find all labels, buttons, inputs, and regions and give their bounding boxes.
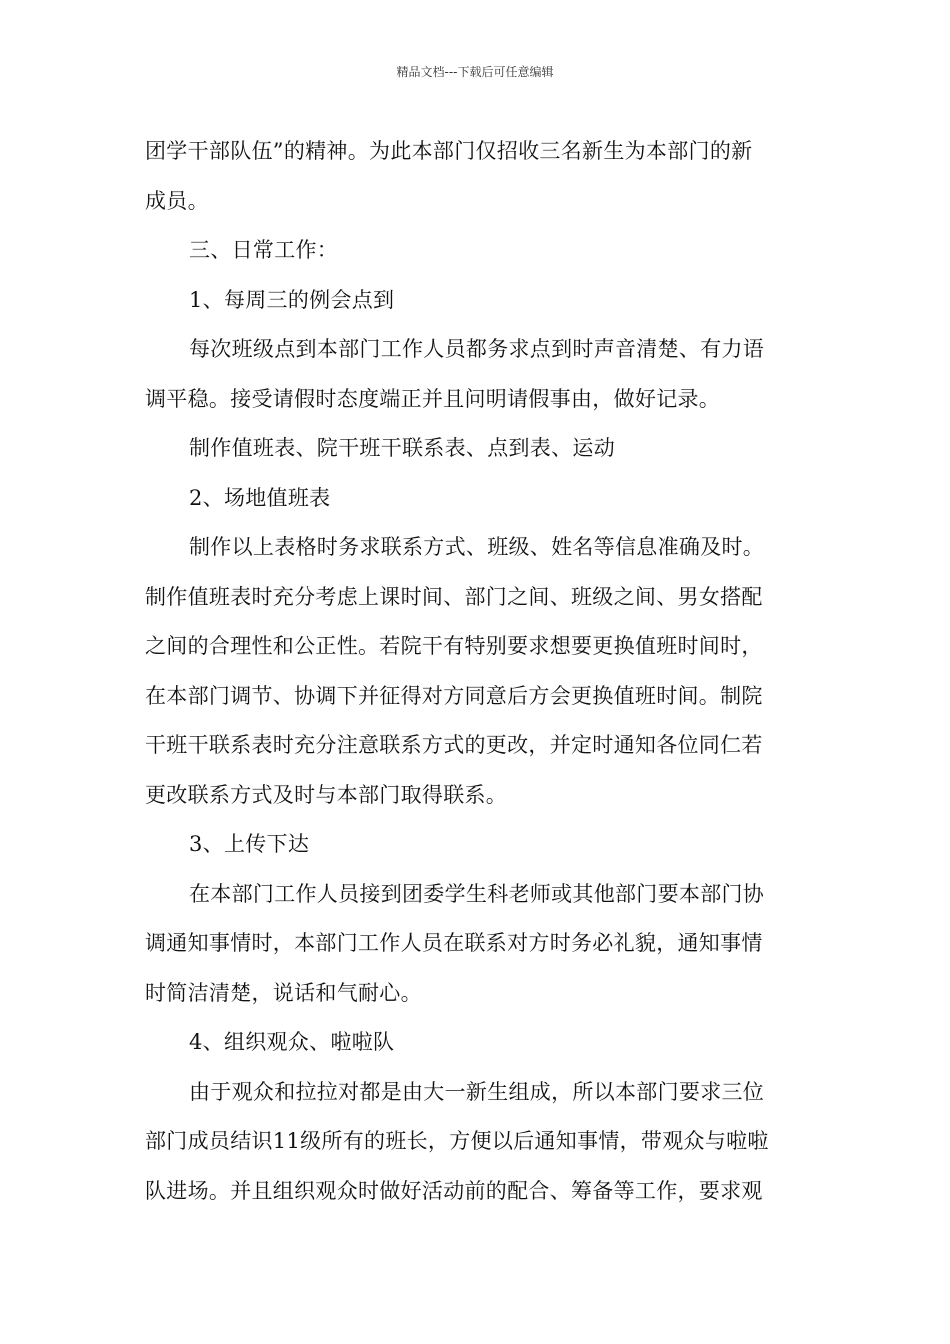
text-line: 制作以上表格时务求联系方式、班级、姓名等信息准确及时。 — [189, 535, 765, 559]
text-line: 制作值班表、院干班干联系表、点到表、运动 — [189, 436, 615, 460]
text-line: 时简洁清楚，说话和气耐心。 — [145, 980, 422, 1005]
text-line: 队进场。并且组织观众时做好活动前的配合、筹备等工作，要求观 — [145, 1178, 763, 1203]
text-line: 由于观众和拉拉对都是由大一新生组成，所以本部门要求三位 — [189, 1079, 765, 1104]
text-line: 每次班级点到本部门工作人员都务求点到时声音清楚、有力语 — [189, 337, 765, 361]
page-header: 精品文档---下载后可任意编辑 — [396, 65, 554, 79]
text-line: 在本部门工作人员接到团委学生科老师或其他部门要本部门协 — [189, 881, 765, 906]
text-line: 1、每周三的例会点到 — [189, 287, 395, 312]
text-line: 干班干联系表时充分注意联系方式的更改，并定时通知各位同仁若 — [145, 733, 763, 757]
document-body — [145, 127, 813, 1216]
text-line: 之间的合理性和公正性。若院干有特别要求想要更换值班时间时， — [145, 634, 763, 658]
text-line: 成员。 — [145, 188, 209, 213]
text-line: 制作值班表时充分考虑上课时间、部门之间、班级之间、男女搭配 — [145, 584, 763, 609]
text-line: 4、组织观众、啦啦队 — [189, 1030, 395, 1054]
text-line: 团学干部队伍”的精神。为此本部门仅招收三名新生为本部门的新 — [145, 139, 753, 163]
text-line: 三、日常工作： — [189, 238, 339, 262]
text-line: 2、场地值班表 — [189, 485, 331, 510]
text-line: 更改联系方式及时与本部门取得联系。 — [145, 782, 508, 807]
text-line: 3、上传下达 — [189, 832, 310, 856]
text-line: 部门成员结识11级所有的班长，方便以后通知事情，带观众与啦啦 — [145, 1129, 769, 1153]
text-line: 调平稳。接受请假时态度端正并且问明请假事由，做好记录。 — [145, 386, 721, 411]
text-line: 在本部门调节、协调下并征得对方同意后方会更换值班时间。制院 — [145, 683, 763, 708]
text-line: 调通知事情时，本部门工作人员在联系对方时务必礼貌，通知事情 — [145, 931, 763, 955]
